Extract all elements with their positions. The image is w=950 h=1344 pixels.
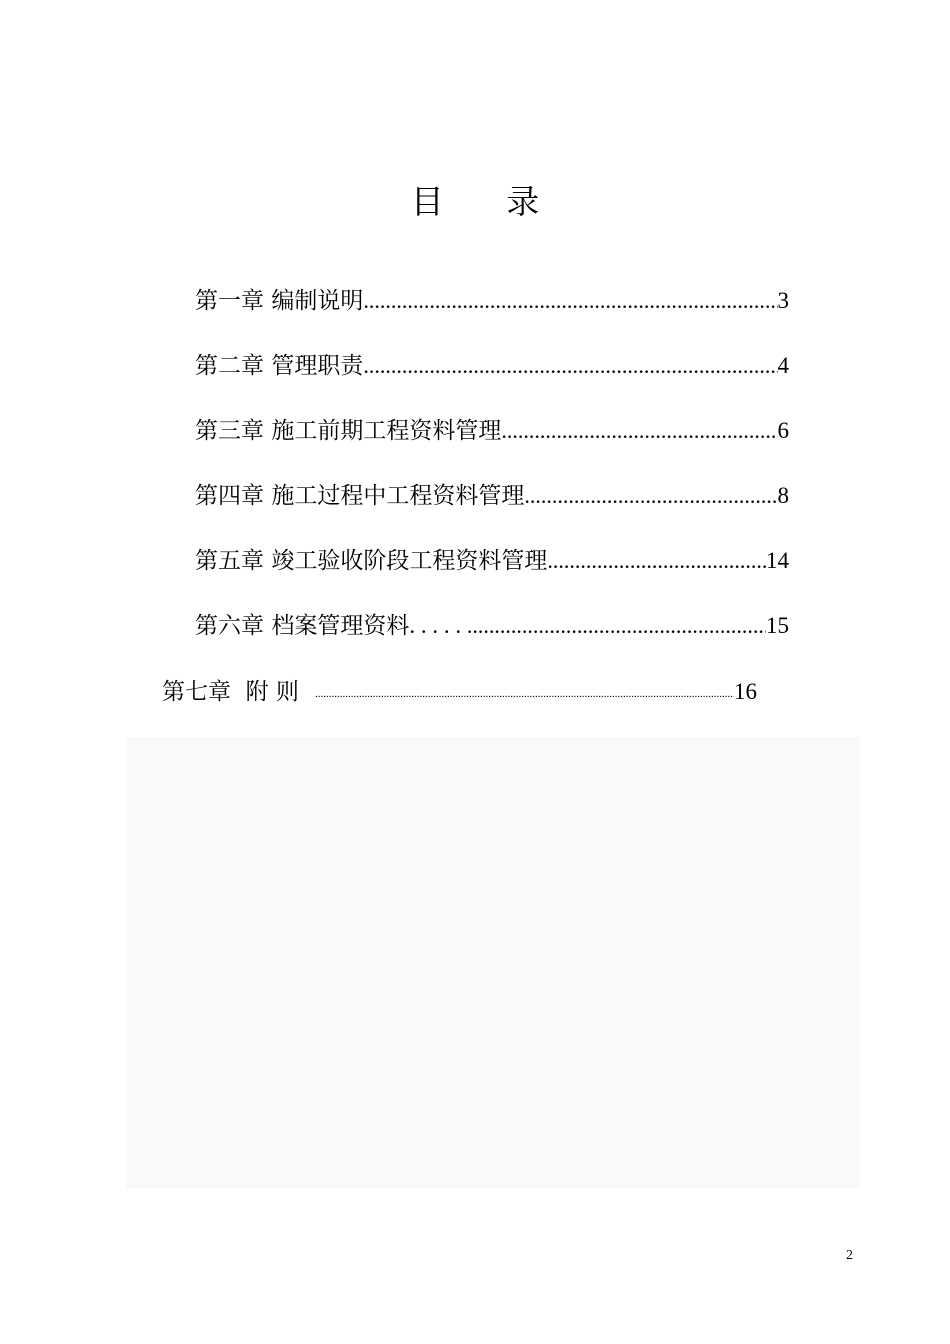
toc-dot-leader bbox=[501, 416, 777, 446]
toc-dot-leader bbox=[363, 351, 777, 381]
toc-dot-leader bbox=[363, 286, 777, 316]
toc-entry-chapter-5[interactable] bbox=[195, 542, 789, 576]
toc-chapter-number: 第四章 bbox=[195, 483, 264, 509]
toc-entry-chapter-7[interactable] bbox=[162, 673, 757, 707]
toc-entry-chapter-6[interactable] bbox=[195, 607, 789, 641]
toc-chapter-number: 第三章 bbox=[195, 418, 264, 444]
toc-dot-leader bbox=[467, 611, 766, 641]
page-number: 2 bbox=[846, 1248, 853, 1263]
toc-entry-chapter-label bbox=[195, 416, 501, 446]
toc-entry-chapter-label bbox=[195, 351, 363, 381]
toc-dot-leader bbox=[315, 685, 734, 703]
toc-page-number: 8 bbox=[777, 483, 789, 508]
toc-entry-chapter-label bbox=[162, 677, 299, 707]
toc-chapter-heading: 附 则 bbox=[245, 679, 299, 705]
toc-chapter-heading: 施工过程中工程资料管理 bbox=[271, 483, 525, 509]
toc-separator-dots: . . . . . bbox=[409, 613, 467, 638]
blank-shaded-area bbox=[126, 737, 860, 1188]
toc-page-number: 6 bbox=[777, 418, 789, 443]
toc-page-number: 14 bbox=[766, 548, 789, 573]
toc-chapter-heading: 竣工验收阶段工程资料管理 bbox=[271, 548, 548, 574]
toc-chapter-number: 第七章 bbox=[162, 679, 231, 705]
toc-entry-chapter-label bbox=[195, 546, 547, 576]
toc-entry-chapter-2[interactable] bbox=[195, 347, 789, 381]
toc-page-number: 16 bbox=[734, 679, 757, 704]
toc-chapter-number: 第二章 bbox=[195, 353, 264, 379]
toc-page-number: 3 bbox=[777, 288, 789, 313]
toc-chapter-heading: 施工前期工程资料管理 bbox=[271, 418, 502, 444]
toc-chapter-heading: 管理职责 bbox=[271, 353, 364, 379]
toc-chapter-heading: 档案管理资料 bbox=[271, 613, 410, 639]
toc-entry-chapter-4[interactable] bbox=[195, 477, 789, 511]
toc-title: 目 录 bbox=[410, 182, 566, 221]
toc-entry-chapter-3[interactable] bbox=[195, 412, 789, 446]
toc-entry-chapter-1[interactable] bbox=[195, 282, 789, 316]
toc-entry-chapter-label bbox=[195, 481, 524, 511]
toc-dot-leader bbox=[524, 481, 777, 511]
toc-chapter-number: 第一章 bbox=[195, 288, 264, 314]
toc-dot-leader bbox=[547, 546, 766, 576]
toc-chapter-number: 第六章 bbox=[195, 613, 264, 639]
toc-page-number: 15 bbox=[766, 613, 789, 638]
toc-chapter-number: 第五章 bbox=[195, 548, 264, 574]
toc-entry-chapter-label bbox=[195, 286, 363, 316]
toc-page-number: 4 bbox=[777, 353, 789, 378]
toc-chapter-heading: 编制说明 bbox=[271, 288, 364, 314]
toc-entry-chapter-label bbox=[195, 611, 467, 641]
